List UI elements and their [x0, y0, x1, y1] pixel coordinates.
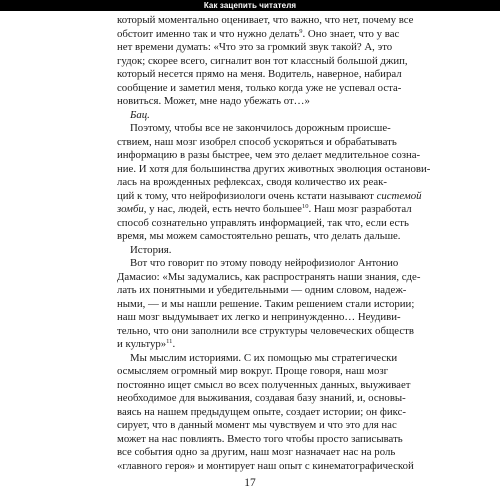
- text-line: [117, 365, 387, 379]
- line-text: обстоит именно так и что нужно делать: [117, 27, 300, 40]
- line-text: время, мы можем самостоятельно решать, что делать дальше.: [117, 230, 401, 242]
- text-line: [117, 459, 414, 474]
- text-line: [117, 14, 414, 28]
- text-line: [117, 109, 387, 123]
- text-line: [117, 378, 411, 393]
- text-line: [117, 216, 409, 231]
- text-line: [117, 203, 412, 217]
- line-text: Вот что говорит по этому поводу нейрофизиолог Антонио: [130, 257, 399, 269]
- line-text: ваясь на нашем предыдущем опыте, создает истории; он фикс-: [117, 405, 407, 418]
- text-line: [117, 230, 401, 244]
- text-line: [117, 122, 391, 136]
- footnote-ref: 9: [299, 27, 303, 35]
- line-text: сообщение и заметил меня, только когда уже не успевал оста-: [117, 81, 402, 94]
- text-line: [117, 162, 431, 177]
- line-text: Бац.: [130, 108, 150, 121]
- line-text: наш мозг выдумывает их легко и непринужденно… Неудиви-: [117, 311, 401, 323]
- footnote-ref: 11: [166, 338, 173, 345]
- line-text: лать их понятными и убедительными — одним словом, надеж-: [117, 284, 407, 296]
- text-line: [117, 351, 398, 366]
- text-line: [117, 284, 407, 298]
- text-line: [117, 54, 408, 69]
- text-line: [117, 446, 396, 460]
- italic-term: зомби: [117, 203, 144, 215]
- line-text: Дамасио: «Мы задумались, как распространять наши знания, сде-: [117, 270, 421, 283]
- line-text: новиться. Может, мне надо убежать от…»: [117, 95, 310, 107]
- text-line: [117, 68, 402, 82]
- line-text: нет времени думать: «Что это за громкий звук такой? А, это: [117, 41, 393, 53]
- line-text: ние. И хотя для большинства других животных эволюция останови-: [117, 162, 431, 175]
- line-text: лась на врожденных рефлексах, сводя количество их реак-: [117, 176, 387, 188]
- text-line: [117, 432, 403, 447]
- line-text: гудок; скорее всего, сигналит вон тот классный большой джип,: [117, 54, 408, 67]
- italic-term: системой: [376, 189, 422, 202]
- line-text: ными, — и мы нашли решение. Таким решением стали истории;: [117, 297, 415, 310]
- text-line: [117, 95, 387, 109]
- line-text: Поэтому, чтобы все не закончилось дорожным происше-: [130, 122, 391, 134]
- text-line: [117, 338, 387, 352]
- line-text: ствием, наш мозг изобрел способ ускоряться и обрабатывать: [117, 135, 397, 148]
- line-text: осмысляем огромный мир вокруг. Проще говоря, наш мозг: [117, 365, 389, 377]
- line-text: информацию в разы быстрее, чем это делает медлительное созна-: [117, 149, 421, 161]
- line-text: . Оно знает, что у вас: [302, 27, 400, 40]
- text-line: [117, 81, 402, 96]
- text-line: [117, 176, 387, 190]
- line-text: История.: [130, 243, 172, 256]
- line-text: все события одно за другим, наш мозг назначает нас на роль: [117, 446, 396, 458]
- line-text: который моментально оценивает, что важно, что нет, почему все: [117, 14, 414, 26]
- text-line: [117, 257, 399, 271]
- text-line: [117, 41, 393, 55]
- line-text: тельно, что они заполнили все структуры человеческих обществ: [117, 324, 414, 337]
- page-number: 17: [244, 477, 256, 489]
- text-line: [117, 405, 407, 420]
- line-text: . Наш мозг разработал: [308, 203, 412, 215]
- text-line: [117, 392, 406, 406]
- line-text: необходимое для выживания, создавая базу знаний, и, основы-: [117, 392, 406, 404]
- text-line: [117, 311, 401, 325]
- body-text: [117, 14, 431, 473]
- line-text: и культур»: [117, 338, 167, 350]
- footnote-ref: 10: [301, 203, 309, 210]
- text-line: [117, 270, 421, 285]
- text-line: [117, 244, 387, 258]
- text-line: [117, 324, 414, 339]
- line-text: Мы мыслим историями. С их помощью мы стратегически: [130, 351, 398, 364]
- text-line: [117, 135, 397, 150]
- text-line: [117, 27, 400, 42]
- line-text: постоянно ищет смысл во всех полученных данных, выуживает: [117, 378, 411, 391]
- line-text: «главного героя» и монтирует наш опыт с кинематографической: [117, 459, 414, 472]
- text-line: [117, 189, 422, 204]
- text-line: [117, 419, 397, 433]
- text-line: [117, 297, 415, 312]
- line-text: сирует, что в данный момент мы чувствуем и что это для нас: [117, 419, 397, 431]
- line-text: .: [172, 338, 176, 350]
- line-text: , у нас, людей, есть нечто большее: [143, 203, 302, 215]
- text-line: [117, 149, 421, 163]
- line-text: способ сознательно управлять информацией, так что, если есть: [117, 216, 409, 229]
- line-text: ций к тому, что нейрофизиологи очень кстати называют: [117, 189, 374, 202]
- line-text: может на нас повлиять. Вместо того чтобы просто записывать: [117, 432, 403, 445]
- line-text: который несется прямо на меня. Водитель, наверное, набирал: [117, 68, 402, 80]
- running-head: Как зацепить читателя: [0, 0, 500, 11]
